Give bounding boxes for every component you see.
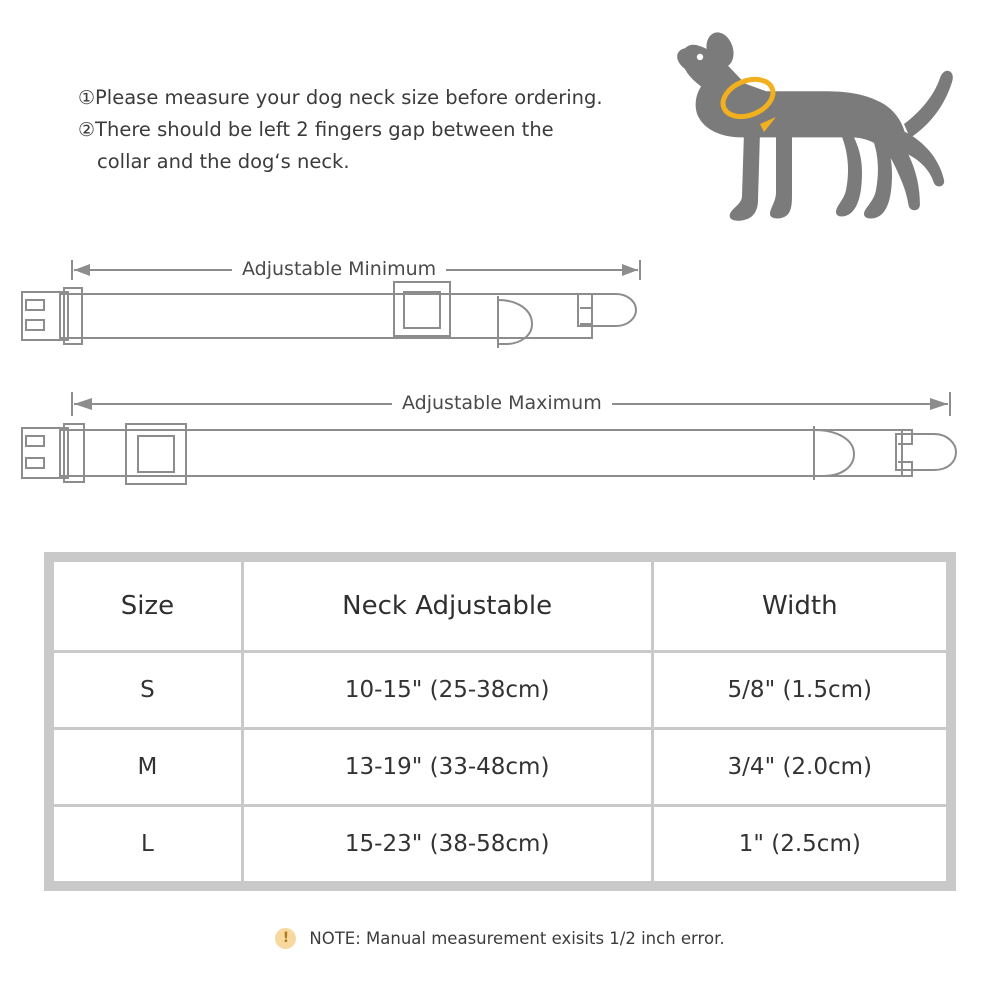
instruction-text-3: collar and the dog‘s neck. [97,150,350,173]
label-adjustable-maximum: Adjustable Maximum [392,392,612,414]
cell-neck: 10-15" (25-38cm) [242,652,652,729]
cell-size: S [53,652,243,729]
header-size: Size [53,561,243,652]
table-row [53,652,948,729]
instruction-marker-2: ② [78,119,96,141]
instruction-text-1: Please measure your dog neck size before ordering. [95,86,603,109]
cell-width: 1" (2.5cm) [652,806,947,883]
cell-width: 5/8" (1.5cm) [652,652,947,729]
cell-neck: 13-19" (33-48cm) [242,729,652,806]
exclamation-icon: ! [275,928,296,949]
note-text: NOTE: Manual measurement exisits 1/2 inch error. [309,929,725,948]
dog-illustration [672,20,962,235]
table-row [53,729,948,806]
collar-keeper-min [64,288,82,344]
cell-size: M [53,729,243,806]
cell-size: L [53,806,243,883]
collar-dring-max [814,430,854,476]
header-neck-adjustable: Neck Adjustable [242,561,652,652]
collar-diagram-minimum [0,238,1000,358]
label-adjustable-minimum: Adjustable Minimum [232,258,446,280]
cell-neck: 15-23" (38-58cm) [242,806,652,883]
instructions-block [78,82,678,177]
instruction-marker-1: ① [78,87,96,109]
instruction-line-2 [78,114,678,146]
dog-silhouette-icon [677,29,953,221]
collar-strap-min [60,294,592,338]
cell-width: 3/4" (2.0cm) [652,729,947,806]
note-row [0,928,1000,949]
collar-clip-max [896,434,956,470]
size-chart-table [44,552,956,891]
collar-clip-min [578,294,636,326]
table-header-row [53,561,948,652]
header-width: Width [652,561,947,652]
collar-diagram-maximum [0,380,1000,510]
table-row [53,806,948,883]
instruction-line-3 [78,146,678,177]
instruction-text-2: There should be left 2 fingers gap between the [95,118,554,141]
instruction-line-1 [78,82,678,114]
